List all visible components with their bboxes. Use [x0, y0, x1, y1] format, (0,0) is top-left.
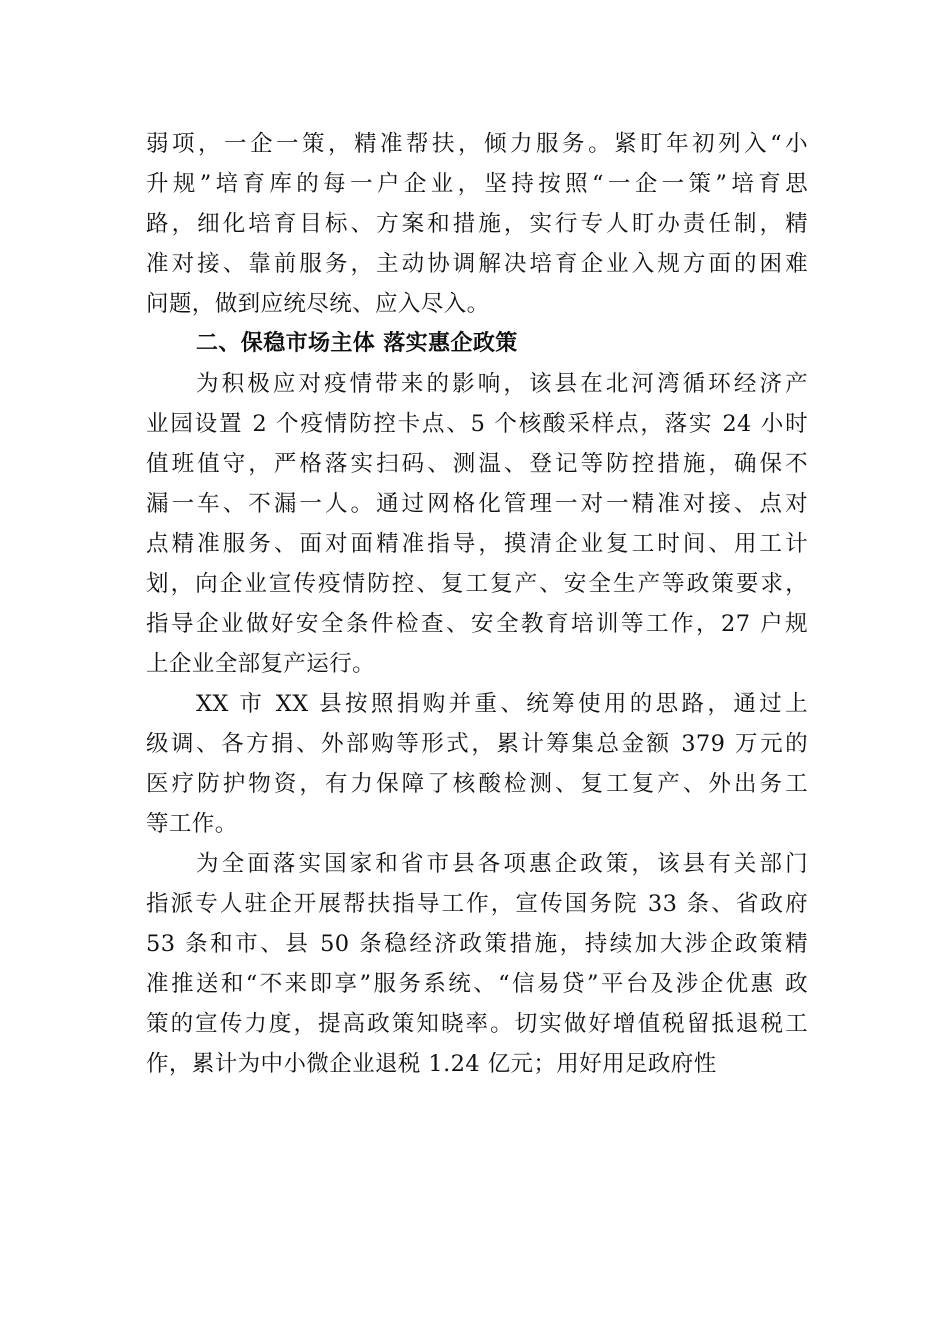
paragraph-line: 上企业全部复产运行。	[146, 651, 376, 677]
section-heading: 二、保稳市场主体 落实惠企政策	[196, 331, 518, 356]
paragraph-line: 准对接、靠前服务，主动协调解决培育企业入规方面的困难	[146, 251, 808, 277]
paragraph-line: 53 条和市、县 50 条稳经济政策措施，持续加大涉企政策精	[146, 931, 808, 957]
paragraph-line: 路，细化培育目标、方案和措施，实行专人盯办责任制，精	[146, 211, 808, 237]
paragraph-line: 策的宣传力度，提高政策知晓率。切实做好增值税留抵退税工	[146, 1011, 808, 1037]
document-body	[146, 124, 808, 1084]
paragraph-line: XX 市 XX 县按照捐购并重、统筹使用的思路，通过上	[196, 691, 808, 717]
paragraph-line: 弱项，一企一策，精准帮扶，倾力服务。紧盯年初列入“小	[146, 131, 808, 157]
paragraph-line: 为全面落实国家和省市县各项惠企政策，该县有关部门	[196, 851, 808, 877]
paragraph-line: 为积极应对疫情带来的影响，该县在北河湾循环经济产	[196, 371, 808, 397]
paragraph-line: 指派专人驻企开展帮扶指导工作，宣传国务院 33 条、省政府	[146, 891, 808, 917]
paragraph-line: 指导企业做好安全条件检查、安全教育培训等工作，27 户规	[146, 611, 808, 637]
paragraph-line: 医疗防护物资，有力保障了核酸检测、复工复产、外出务工	[146, 771, 808, 797]
paragraph-line: 业园设置 2 个疫情防控卡点、5 个核酸采样点，落实 24 小时	[146, 411, 808, 437]
paragraph-line: 级调、各方捐、外部购等形式，累计筹集总金额 379 万元的	[146, 731, 808, 757]
paragraph-line: 值班值守，严格落实扫码、测温、登记等防控措施，确保不	[146, 451, 808, 477]
paragraph-line: 漏一车、不漏一人。通过网格化管理一对一精准对接、点对	[146, 491, 808, 517]
paragraph-line: 问题，做到应统尽统、应入尽入。	[146, 291, 490, 317]
paragraph-line: 升规”培育库的每一户企业，坚持按照“一企一策”培育思	[146, 171, 808, 197]
paragraph-line: 准推送和“不来即享”服务系统、“信易贷”平台及涉企优惠 政	[146, 971, 808, 997]
paragraph-line: 等工作。	[146, 811, 238, 837]
paragraph-line: 点精准服务、面对面精准指导，摸清企业复工时间、用工计	[146, 531, 808, 557]
paragraph-line: 作，累计为中小微企业退税 1.24 亿元；用好用足政府性	[146, 1051, 717, 1077]
paragraph-line: 划，向企业宣传疫情防控、复工复产、安全生产等政策要求，	[146, 571, 808, 597]
